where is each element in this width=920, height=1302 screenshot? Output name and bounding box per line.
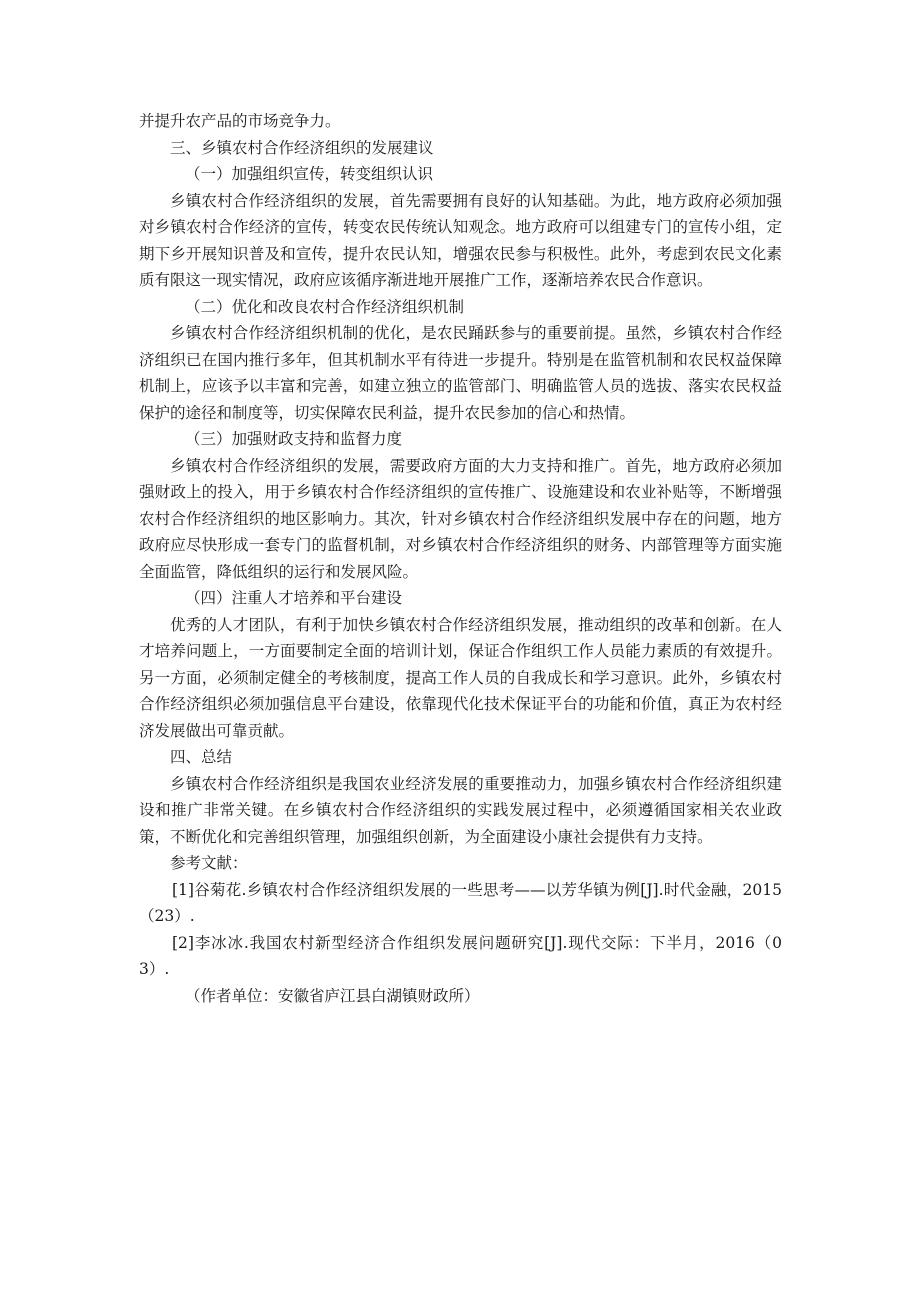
references-heading: 参考文献： [170, 854, 248, 872]
reference-item-1: [1]谷菊花.乡镇农村合作经济组织发展的一些思考——以芳华镇为例[J].时代金融，2015（23）. [139, 880, 782, 925]
subsection-2-heading: （二）优化和改良农村合作经济组织机制 [185, 297, 465, 316]
section-3-heading: 三、乡镇农村合作经济组织的发展建议 [170, 138, 434, 157]
subsection-3-heading: （三）加强财政支持和监督力度 [185, 430, 403, 448]
subsection-1-body: 乡镇农村合作经济组织的发展，首先需要拥有良好的认知基础。为此，地方政府必须加强对乡镇农村合作经济的宣传，转变农民传统认知观念。地方政府可以组建专门的宣传小组，定期下乡开展知识普及和宣传，提升农民认知，增强农民参与积极性。此外，考虑到农民文化素质有限这一现实情况，政府应该循序渐进地开展推广工作，逐渐培养农民合作意识。 [139, 191, 782, 289]
subsection-2-body: 乡镇农村合作经济组织机制的优化，是农民踊跃参与的重要前提。虽然，乡镇农村合作经济组织已在国内推行多年，但其机制水平有待进一步提升。特别是在监管机制和农民权益保障机制上，应该予以丰富和完善，如建立独立的监管部门、明确监管人员的选拔、落实农民权益保护的途径和制度等，切实保障农民利益，提升农民参加的信心和热情。 [139, 324, 782, 422]
document-page [139, 108, 782, 1009]
section-4-body: 乡镇农村合作经济组织是我国农业经济发展的重要推动力，加强乡镇农村合作经济组织建设和推广非常关键。在乡镇农村合作经济组织的实践发展过程中，必须遵循国家相关农业政策，不断优化和完善组织管理，加强组织创新，为全面建设小康社会提供有力支持。 [139, 774, 782, 846]
subsection-4-heading: （四）注重人才培养和平台建设 [185, 589, 403, 607]
section-4-heading: 四、总结 [170, 748, 233, 766]
intro-tail-paragraph: 并提升农产品的市场竞争力。 [139, 112, 341, 130]
reference-item-2: [2]李冰冰.我国农村新型经济合作组织发展问题研究[J].现代交际：下半月，2016（03）. [139, 933, 782, 978]
author-unit: （作者单位：安徽省庐江县白湖镇财政所） [185, 986, 480, 1005]
subsection-1-heading: （一）加强组织宣传，转变组织认识 [185, 165, 434, 183]
subsection-4-body: 优秀的人才团队，有利于加快乡镇农村合作经济组织发展，推动组织的改革和创新。在人才培养问题上，一方面要制定全面的培训计划，保证合作组织工作人员能力素质的有效提升。另一方面，必须制定健全的考核制度，提高工作人员的自我成长和学习意识。此外，乡镇农村合作经济组织必须加强信息平台建设，依靠现代化技术保证平台的功能和价值，真正为农村经济发展做出可靠贡献。 [139, 615, 782, 740]
subsection-3-body: 乡镇农村合作经济组织的发展，需要政府方面的大力支持和推广。首先，地方政府必须加强财政上的投入，用于乡镇农村合作经济组织的宣传推广、设施建设和农业补贴等，不断增强农村合作经济组织的地区影响力。其次，针对乡镇农村合作经济组织发展中存在的问题，地方政府应尽快形成一套专门的监督机制，对乡镇农村合作经济组织的财务、内部管理等方面实施全面监管，降低组织的运行和发展风险。 [139, 456, 782, 581]
